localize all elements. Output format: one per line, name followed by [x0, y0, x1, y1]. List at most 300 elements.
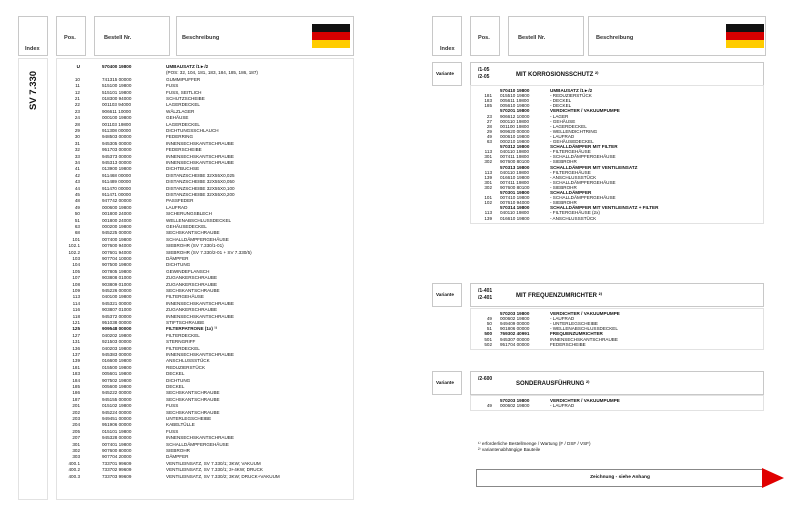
row-order-number: 018300 94000	[102, 96, 132, 101]
row-pos: 103	[72, 256, 80, 261]
row-order-number: 007401 19800	[102, 441, 132, 447]
row-pos: 22	[74, 102, 80, 108]
row-description: PASSFEDER	[166, 198, 194, 204]
row-description: INNENSECHSKANTSCHRAUBE	[550, 336, 618, 342]
row-order-number: 000200 19800	[102, 224, 132, 229]
row-order-number: 007610 94000	[500, 200, 530, 206]
row-pos: 118	[72, 313, 80, 319]
row-pos: 301	[484, 179, 492, 185]
row-order-number: 000110 19800	[500, 118, 530, 124]
row-description: SECHSKANTSCHRAUBE	[166, 288, 220, 293]
row-description: VERDICHTER / VAKUUMPUMPE	[550, 311, 620, 316]
row-description: - DECKEL	[550, 103, 572, 109]
row-description: - LAUFRAD	[550, 403, 575, 409]
row-pos: 185	[72, 384, 80, 389]
drawing-annex-link[interactable]: Zeichnung - siehe Anhang	[476, 469, 764, 487]
row-order-number: 909548 00000	[102, 326, 132, 332]
row-pos: 29	[486, 128, 492, 134]
row-description: FUSS	[166, 428, 179, 434]
row-order-number: 570410 19800	[500, 88, 530, 93]
row-order-number: 948503 00000	[102, 134, 132, 140]
row-order-number: 911489 00000	[102, 179, 132, 185]
right-header-index: Index	[440, 46, 455, 52]
row-order-number: 945373 00000	[102, 153, 132, 159]
row-description: ZUGANKERSCHRAUBE	[166, 307, 218, 313]
row-description: DÄMPFER	[166, 256, 189, 261]
row-description: FUSS	[166, 83, 179, 89]
row-pos: 63	[486, 139, 492, 144]
row-order-number: 951038 00000	[102, 320, 132, 325]
left-header-beschreibung: Beschreibung	[182, 35, 220, 41]
row-order-number: 000602 19800	[500, 316, 530, 322]
row-description: FILTERGEHÄUSE	[166, 294, 204, 300]
row-pos: 102.2	[68, 249, 80, 255]
german-flag-icon	[312, 24, 350, 48]
row-pos: 49	[486, 133, 492, 139]
row-description: - SIEBROHR	[550, 159, 577, 165]
row-description: - GEHÄUSEDECKEL	[550, 139, 594, 144]
row-order-number: 007601 94000	[102, 249, 132, 255]
row-description: VENTILEINSATZ, SV 7.330/2; 3KW; DRUCK+VAKUUM	[166, 473, 280, 479]
row-pos: 44	[74, 185, 80, 191]
row-order-number: 949409 00000	[500, 321, 530, 327]
row-order-number: 949451 00000	[102, 416, 132, 421]
row-order-number: 906611 10000	[102, 108, 132, 114]
row-description: SCHALLDÄMPFER	[550, 190, 592, 195]
row-description: VERDICHTER / VAKUUMPUMPE	[550, 108, 620, 114]
row-order-number: 001800 24000	[102, 217, 132, 223]
row-order-number: 907502 19800	[102, 377, 132, 383]
row-pos: 48	[74, 198, 80, 204]
row-pos: 207	[72, 435, 80, 441]
row-order-number: 007411 19800	[500, 154, 530, 160]
right-header-pos: Pos.	[478, 35, 490, 41]
row-order-number: 001800 24000	[102, 211, 132, 217]
row-description: FEDERSCHEIBE	[550, 341, 586, 347]
row-pos: 50	[486, 321, 492, 327]
row-description: - ANSCHLUSSSTÜCK	[550, 215, 597, 221]
row-description: - UNTERLEGSCHEIBE	[550, 321, 598, 327]
row-description: SCHALLDÄMPFERGEHÄUSE	[166, 441, 229, 447]
row-pos: 102.1	[68, 243, 80, 249]
row-pos: 302	[484, 159, 492, 165]
row-order-number: 007600 94000	[102, 243, 132, 249]
row-description: - DECKEL	[550, 98, 572, 104]
row-description: SICHERUNGSBLECH	[166, 211, 212, 217]
model-label: SV 7.330	[28, 70, 39, 110]
row-pos: 400.3	[68, 473, 80, 479]
row-pos: U	[76, 64, 80, 69]
row-description: SIEBROHR	[166, 448, 190, 453]
row-order-number: 005601 19800	[102, 371, 132, 377]
row-order-number: 903808 01000	[102, 275, 132, 281]
row-pos: 116	[72, 307, 80, 313]
variant-title-box	[470, 283, 764, 307]
row-pos: 29	[74, 128, 80, 133]
row-order-number: 945226 00000	[102, 288, 132, 293]
row-description: DISTANZSCHEIBE 32X55X0,100	[166, 185, 235, 191]
row-pos: 21	[74, 96, 80, 101]
row-pos: 34	[74, 160, 80, 165]
row-order-number: 945313 00000	[102, 160, 132, 165]
flag-stripe-red	[312, 32, 350, 40]
row-pos: 183	[484, 98, 492, 104]
right-header-beschreibung: Beschreibung	[596, 35, 634, 41]
variant-version: /1-05 /2-05	[478, 67, 490, 80]
row-description: - LAGER	[550, 113, 569, 119]
row-pos: 105	[72, 268, 80, 274]
right-header-bestell: Bestell Nr.	[518, 35, 546, 41]
row-pos: 51	[74, 217, 80, 223]
row-pos: 181	[484, 93, 492, 99]
row-order-number: 040110 19800	[500, 210, 530, 216]
row-description: - SCHALLDÄMPFERGEHÄUSE	[550, 179, 616, 185]
row-description: DICHTUNG	[166, 262, 191, 268]
row-pos: 184	[72, 377, 80, 383]
row-description: - LAUFRAD	[550, 133, 575, 139]
row-pos: 23	[74, 108, 80, 114]
row-pos: 204	[72, 422, 80, 428]
row-description: - SCHALLDÄMPFERGEHÄUSE	[550, 154, 616, 160]
row-pos: 127	[72, 332, 80, 338]
row-order-number: 911470 00000	[102, 185, 132, 191]
variant-title: MIT FREQUENZUMRICHTER ²⁾	[516, 293, 603, 299]
row-pos: 109	[72, 288, 80, 293]
row-description: FILTERPATRONE (1x) ¹⁾	[166, 326, 217, 332]
row-description: INNENSECHSKANTSCHRAUBE	[166, 160, 234, 165]
flag-stripe-gold	[726, 40, 764, 48]
row-order-number: 040110 19800	[500, 149, 530, 155]
row-order-number: 903807 01000	[102, 307, 132, 313]
row-order-number: 001103 94000	[102, 102, 132, 108]
row-pos: 102	[484, 200, 492, 206]
row-description: STERNGRIFF	[166, 339, 196, 345]
row-order-number: 040110 19800	[500, 169, 530, 175]
row-description: INNENSECHSKANTSCHRAUBE	[166, 313, 234, 319]
row-order-number: 945383 00000	[102, 352, 132, 357]
row-order-number: 015510 19800	[500, 93, 530, 99]
row-order-number: 741315 00000	[102, 76, 132, 82]
row-description: DECKEL	[166, 384, 185, 389]
row-pos: 41	[74, 166, 80, 172]
row-pos: 302	[72, 448, 80, 453]
row-description: INNENSECHSKANTSCHRAUBE	[166, 153, 234, 159]
row-order-number: 911308 00000	[102, 128, 132, 133]
row-description: ZUGANKERSCHRAUBE	[166, 275, 218, 281]
left-header-bestell: Bestell Nr.	[104, 35, 132, 41]
row-order-number: 016610 19800	[500, 174, 530, 180]
row-pos: 24	[74, 115, 80, 121]
flag-stripe-black	[726, 24, 764, 32]
row-order-number: 001103 19800	[102, 121, 132, 127]
row-order-number: 951703 00000	[102, 147, 132, 153]
row-order-number: 907704 20000	[102, 454, 132, 460]
row-description: REDUZIERSTÜCK	[166, 364, 206, 370]
row-description: - WELLENABSCHLUSSDECKEL	[550, 326, 618, 332]
row-description: (POS: 32, 104, 181, 183, 184, 185, 186, 187)	[166, 70, 258, 76]
row-pos: 400.2	[68, 467, 80, 473]
row-order-number: 015102 19800	[102, 403, 132, 409]
row-description: DICHTBUCHSE	[166, 166, 200, 172]
row-order-number: 570301 19800	[500, 190, 530, 195]
row-order-number: 000600 19800	[102, 204, 132, 210]
row-order-number: 515101 19800	[102, 89, 132, 95]
row-description: LAGERDECKEL	[166, 102, 200, 108]
row-order-number: 570203 19800	[500, 398, 530, 403]
variant-title: SONDERAUSFÜHRUNG ²⁾	[516, 381, 590, 387]
row-pos: 28	[74, 121, 80, 127]
row-description: GEHÄUSEDECKEL	[166, 224, 207, 229]
row-order-number: 015500 19800	[102, 364, 132, 370]
row-order-number: 907600 80100	[500, 184, 530, 190]
row-order-number: 007410 19800	[500, 195, 530, 201]
row-pos: 49	[486, 403, 492, 409]
row-order-number: 945224 00000	[102, 409, 132, 415]
row-description: DICHTUNGSSCHLAUCH	[166, 128, 219, 133]
row-order-number: 570201 19800	[500, 108, 530, 114]
row-order-number: 945372 00000	[102, 313, 132, 319]
row-pos: 501	[484, 336, 492, 342]
row-description: STIFTSCHRAUBE	[166, 320, 205, 325]
left-header-pos: Pos.	[64, 35, 76, 41]
row-description: UMBAUSATZ /1►/2	[550, 88, 593, 93]
row-pos: 30	[74, 134, 80, 140]
row-pos: 500	[484, 331, 492, 337]
row-pos: 33	[74, 153, 80, 159]
german-flag-icon-right	[726, 24, 764, 48]
row-description: SCHUTZSCHEIBE	[166, 96, 205, 101]
row-pos: 186	[72, 390, 80, 396]
row-pos: 187	[72, 396, 80, 402]
row-pos: 113	[484, 149, 492, 155]
flag-stripe-gold	[312, 40, 350, 48]
row-order-number: 951704 00000	[500, 341, 530, 347]
footnote-1: ¹⁾ erforderliche Bestellmenge / Wartung (F / DSF / VSF)	[478, 441, 591, 446]
variant-label: Variante	[436, 380, 454, 385]
row-pos: 502	[484, 341, 492, 347]
left-index-column	[18, 58, 48, 500]
row-pos: 183	[72, 371, 80, 377]
variant-title-box	[470, 62, 764, 86]
row-pos: 32	[74, 147, 80, 153]
row-order-number: 906612 10000	[500, 113, 530, 119]
row-order-number: 016610 19800	[500, 215, 530, 221]
row-description: DICHTUNG	[166, 377, 191, 383]
row-description: FREQUENZUMRICHTER	[550, 331, 603, 337]
row-pos: 301	[484, 154, 492, 160]
row-pos: 50	[74, 211, 80, 217]
row-description: WELLENABSCHLUSSDECKEL	[166, 217, 232, 223]
row-description: - LAGERDECKEL	[550, 123, 587, 129]
row-order-number: 000210 19800	[500, 139, 530, 144]
row-pos: 101	[484, 195, 492, 201]
row-pos: 113	[484, 169, 492, 175]
row-description: FILTERDECKEL	[166, 332, 200, 338]
row-order-number: 005600 19800	[102, 384, 132, 389]
row-pos: 68	[74, 230, 80, 236]
row-order-number: 005610 19800	[500, 103, 530, 109]
row-description: - WELLENDICHTRING	[550, 128, 598, 134]
row-pos: 108	[72, 281, 80, 287]
row-order-number: 945222 00000	[102, 390, 132, 396]
row-order-number: 040100 19800	[102, 294, 132, 300]
row-pos: 136	[72, 345, 80, 351]
row-order-number: 040203 19800	[102, 345, 132, 351]
row-order-number: 945328 00000	[102, 435, 132, 441]
row-order-number: 015101 19800	[102, 428, 132, 434]
row-pos: 104	[72, 262, 80, 268]
row-description: SCHALLDÄMPFER MIT VENTILEINSATZ	[550, 164, 638, 170]
row-order-number: 570400 19800	[102, 64, 132, 69]
row-description: SIEBROHR (SV 7.330/1-01)	[166, 243, 224, 249]
row-description: UMBAUSATZ /1►/2	[166, 64, 209, 69]
row-description: KABELTÜLLE	[166, 422, 195, 428]
row-description: FUSS	[166, 403, 179, 409]
row-order-number: 570313 19800	[500, 164, 530, 170]
row-pos: 63	[74, 224, 80, 229]
row-pos: 139	[484, 174, 492, 180]
row-pos: 125	[72, 326, 80, 332]
row-pos: 113	[484, 210, 492, 216]
variant-title: MIT KORROSIONSSCHUTZ ²⁾	[516, 72, 599, 78]
row-pos: 131	[72, 339, 80, 345]
row-order-number: 000610 19800	[500, 133, 530, 139]
row-pos: 31	[74, 140, 80, 146]
row-order-number: 951906 00000	[102, 422, 132, 428]
row-order-number: 040202 19800	[102, 332, 132, 338]
left-header-index: Index	[25, 46, 40, 52]
row-order-number: 945321 00000	[102, 300, 132, 306]
row-pos: 113	[72, 294, 80, 300]
row-order-number: 907704 10000	[102, 256, 132, 261]
row-order-number: 911468 00000	[102, 172, 132, 178]
row-pos: 201	[72, 403, 80, 409]
row-order-number: 911471 00000	[102, 192, 132, 197]
row-description: VENTILEINSATZ, SV 7.330/1; 3KW; VAKUUM	[166, 460, 261, 466]
row-description: INNENSECHSKANTSCHRAUBE	[166, 435, 234, 441]
row-order-number: 000100 19800	[102, 115, 132, 121]
row-pos: 181	[72, 364, 80, 370]
row-pos: 28	[486, 123, 492, 129]
row-description: SECHSKANTSCHRAUBE	[166, 230, 220, 236]
row-description: SCHALLDÄMPFERGEHÄUSE	[166, 236, 229, 242]
row-description: WÄLZLAGER	[166, 108, 195, 114]
row-description: VERDICHTER / VAKUUMPUMPE	[550, 398, 620, 403]
row-description: ANSCHLUSSSTÜCK	[166, 358, 210, 364]
row-order-number: 907500 19800	[102, 262, 132, 268]
row-pos: 42	[74, 172, 80, 178]
row-description: INNENSECHSKANTSCHRAUBE	[166, 300, 234, 306]
row-description: SCHALLDÄMPFER MIT VENTILEINSATZ + FILTER	[550, 205, 659, 211]
row-order-number: 570314 19800	[500, 205, 530, 211]
row-order-number: 733701 99609	[102, 460, 132, 466]
row-description: GEWINDEFLANSCH	[166, 268, 210, 274]
row-pos: 27	[486, 118, 492, 124]
row-description: - FILTERGEHÄUSE	[550, 169, 591, 175]
row-order-number: 945307 00000	[500, 336, 530, 342]
variant-version: /2-600	[478, 376, 493, 382]
variant-title-box	[470, 371, 764, 395]
row-pos: 23	[486, 113, 492, 119]
row-order-number: 016600 19800	[102, 358, 132, 364]
row-description: DECKEL	[166, 371, 185, 377]
row-description: FEDERSCHEIBE	[166, 147, 202, 153]
row-description: LAGERDECKEL	[166, 121, 200, 127]
row-description: - SIEBROHR	[550, 200, 577, 206]
flag-stripe-black	[312, 24, 350, 32]
row-description: FUSS, SEITLICH	[166, 89, 202, 95]
row-order-number: 570312 19800	[500, 144, 530, 150]
row-description: UNTERLEGSCHEIBE	[166, 416, 212, 421]
row-pos: 49	[486, 316, 492, 322]
row-description: GUMMIPUFFER	[166, 76, 201, 82]
row-description: - GEHÄUSE	[550, 118, 576, 124]
row-pos: 139	[72, 358, 80, 364]
variant-label: Variante	[436, 292, 454, 297]
row-description: FILTERDECKEL	[166, 345, 200, 351]
variant-label: Variante	[436, 71, 454, 76]
row-description: ZUGANKERSCHRAUBE	[166, 281, 218, 287]
row-pos: 139	[484, 215, 492, 221]
row-pos: 12	[74, 89, 80, 95]
row-order-number: 945305 00000	[102, 140, 132, 146]
row-order-number: 769302 40991	[500, 331, 530, 337]
row-description: SECHSKANTSCHRAUBE	[166, 396, 220, 402]
variant-version: /1-401 /2-401	[478, 288, 493, 301]
arrow-right-icon[interactable]	[762, 468, 784, 488]
row-order-number: 005611 19800	[500, 98, 530, 104]
row-order-number: 013900 19800	[102, 166, 132, 172]
row-pos: 43	[74, 179, 80, 185]
row-order-number: 947742 00000	[102, 198, 132, 204]
row-order-number: 945155 00000	[102, 396, 132, 402]
row-description: GEHÄUSE	[166, 115, 189, 121]
row-description: DISTANZSCHEIBE 32X55X0,025	[166, 172, 235, 178]
row-pos: 49	[74, 204, 80, 210]
row-description: DISTANZSCHEIBE 32X55X0,050	[166, 179, 235, 185]
row-order-number: 901806 00000	[500, 326, 530, 332]
row-pos: 121	[72, 320, 80, 325]
row-description: FEDERRING	[166, 134, 194, 140]
row-order-number: 907600 80100	[500, 159, 530, 165]
row-description: DÄMPFER	[166, 454, 189, 460]
row-order-number: 515100 19800	[102, 83, 132, 89]
row-order-number: 733702 99609	[102, 467, 132, 473]
row-pos: 45	[74, 192, 80, 197]
row-order-number: 001100 19800	[500, 123, 530, 129]
row-description: - FILTERGEHÄUSE (2x)	[550, 210, 600, 216]
footnote-2: ²⁾ variantenabhängige Bauteile	[478, 447, 541, 452]
row-pos: 51	[486, 326, 492, 332]
row-description: INNENSECHSKANTSCHRAUBE	[166, 352, 234, 357]
row-order-number: 921503 00000	[102, 339, 132, 345]
row-description: SECHSKANTSCHRAUBE	[166, 390, 220, 396]
row-pos: 301	[72, 441, 80, 447]
row-pos: 202	[72, 409, 80, 415]
row-description: - ANSCHLUSSSTÜCK	[550, 174, 597, 180]
row-order-number: 903809 01000	[102, 281, 132, 287]
row-description: - FILTERGEHÄUSE	[550, 149, 591, 155]
row-pos: 400.1	[68, 460, 80, 466]
row-pos: 303	[72, 454, 80, 460]
row-pos: 302	[484, 184, 492, 190]
row-order-number: 007400 19800	[102, 236, 132, 242]
row-order-number: 733703 99609	[102, 473, 132, 479]
row-description: SCHALLDÄMPFER MIT FILTER	[550, 144, 618, 150]
row-order-number: 907600 80000	[102, 448, 132, 453]
row-order-number: 945225 00000	[102, 230, 132, 236]
row-order-number: 007805 19800	[102, 268, 132, 274]
